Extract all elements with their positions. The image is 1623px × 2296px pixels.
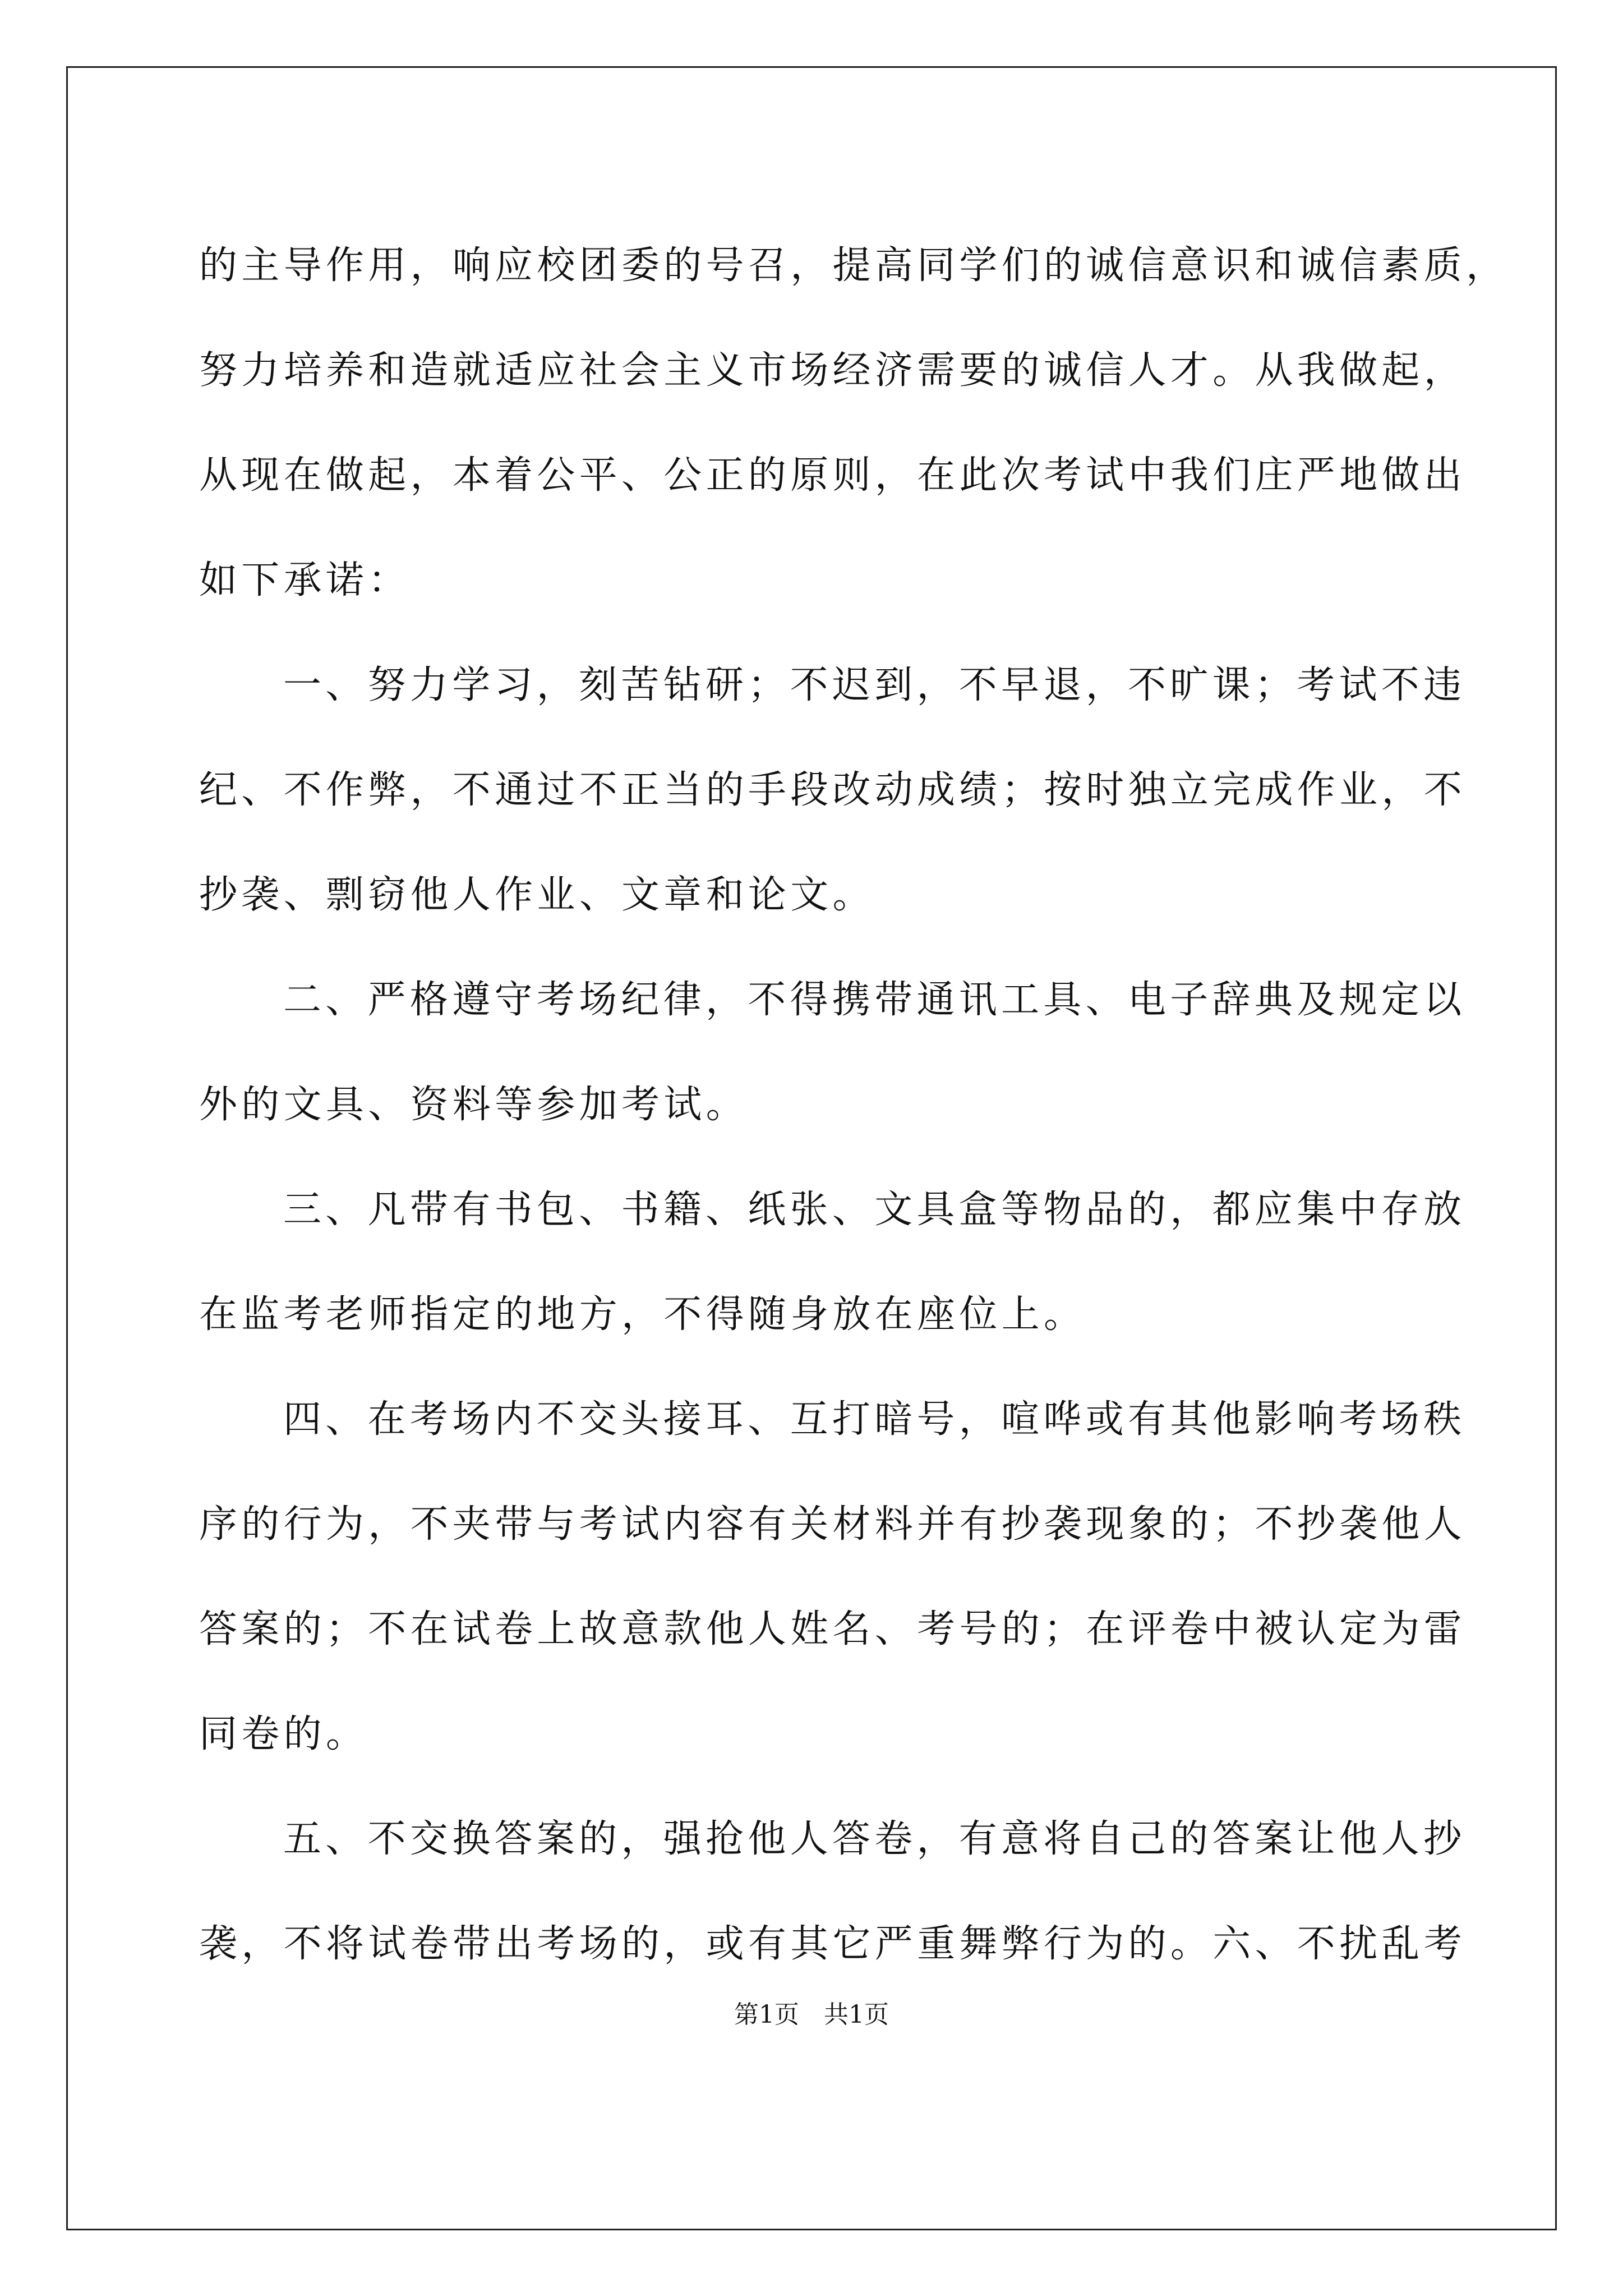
page-number-footer: 第1页 共1页 <box>734 2000 889 2029</box>
text-line: 从现在做起，本着公平、公正的原则，在此次考试中我们庄严地做出 <box>199 453 1467 498</box>
text-line: 的主导作用，响应校团委的号召，提高同学们的诚信意识和诚信素质， <box>199 243 1509 288</box>
paragraph-start-line: 四、在考场内不交头接耳、互打暗号，喧哗或有其他影响考场秩 <box>283 1397 1466 1442</box>
text-line: 同卷的。 <box>199 1712 368 1756</box>
paragraph-start-line: 五、不交换答案的，强抢他人答卷，有意将自己的答案让他人抄 <box>283 1817 1466 1861</box>
document-body <box>199 213 1509 1996</box>
paragraph-start-line: 二、严格遵守考场纪律，不得携带通讯工具、电子辞典及规定以 <box>283 978 1466 1022</box>
text-line: 如下承诺： <box>199 558 411 602</box>
text-line: 努力培养和造就适应社会主义市场经济需要的诚信人才。从我做起， <box>199 348 1467 393</box>
text-line: 答案的；不在试卷上故意款他人姓名、考号的；在评卷中被认定为雷 <box>199 1607 1467 1651</box>
text-line: 外的文具、资料等参加考试。 <box>199 1083 748 1127</box>
text-line: 抄袭、剽窃他人作业、文章和论文。 <box>199 873 875 917</box>
text-line: 纪、不作弊，不通过不正当的手段改动成绩；按时独立完成作业，不 <box>199 768 1467 812</box>
text-line: 袭，不将试卷带出考场的，或有其它严重舞弊行为的。六、不扰乱考 <box>199 1922 1467 1966</box>
paragraph-start-line: 三、凡带有书包、书籍、纸张、文具盒等物品的，都应集中存放 <box>283 1188 1466 1232</box>
text-line: 在监考老师指定的地方，不得随身放在座位上。 <box>199 1292 1086 1337</box>
text-line: 序的行为，不夹带与考试内容有关材料并有抄袭现象的；不抄袭他人 <box>199 1502 1467 1547</box>
paragraph-start-line: 一、努力学习，刻苦钻研；不迟到，不早退，不旷课；考试不违 <box>283 663 1466 707</box>
